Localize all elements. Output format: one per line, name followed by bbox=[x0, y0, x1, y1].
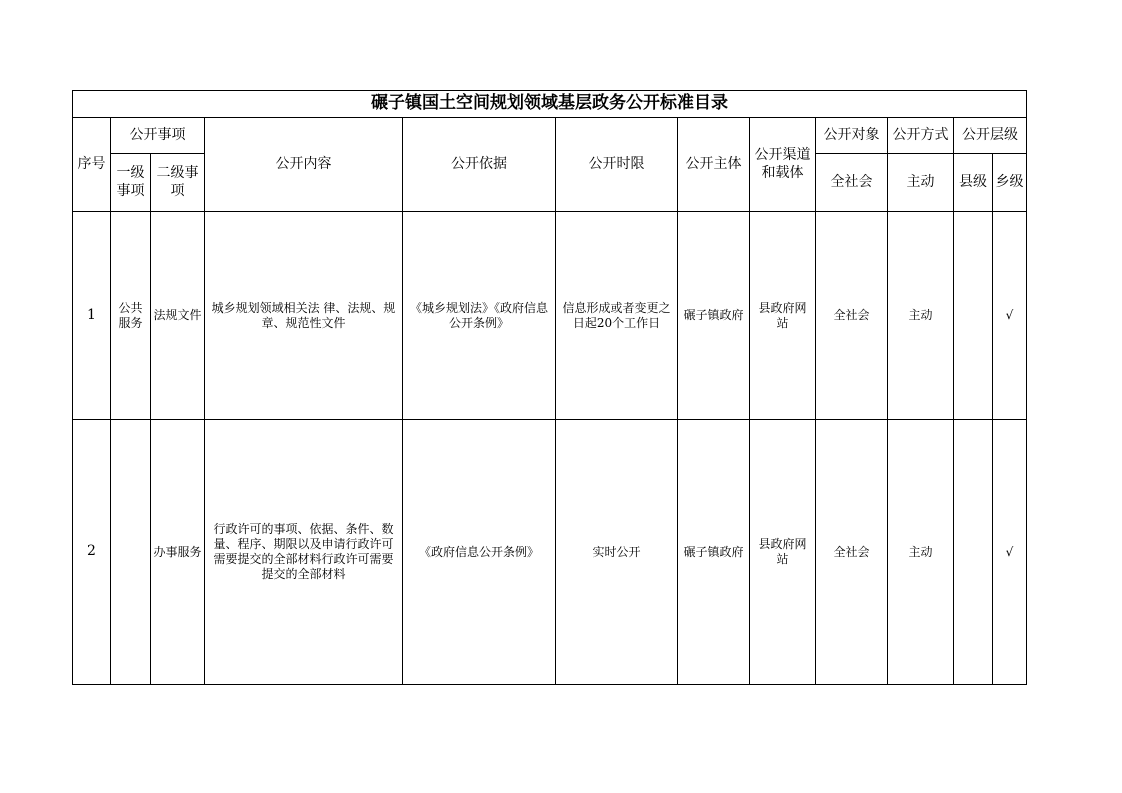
header-time-limit: 公开时限 bbox=[556, 118, 678, 212]
header-basis: 公开依据 bbox=[403, 118, 556, 212]
row-level2: 法规文件 bbox=[151, 212, 205, 420]
page-title: 碾子镇国土空间规划领域基层政务公开标准目录 bbox=[73, 91, 1027, 118]
row-level1 bbox=[111, 420, 151, 685]
header-tier: 公开层级 bbox=[954, 118, 1027, 154]
row-subject: 碾子镇政府 bbox=[678, 420, 750, 685]
row-content: 行政许可的事项、依据、条件、数量、程序、期限以及申请行政许可需要提交的全部材料行政许可需要提交的全部材料 bbox=[205, 420, 403, 685]
row-time-limit: 信息形成或者变更之日起20个工作日 bbox=[556, 212, 678, 420]
row-channel: 县政府网站 bbox=[750, 420, 816, 685]
row-target: 全社会 bbox=[816, 212, 888, 420]
header-target: 公开对象 bbox=[816, 118, 888, 154]
header-level2: 二级事项 bbox=[151, 154, 205, 212]
row-township-check: √ bbox=[993, 212, 1027, 420]
row-time-limit: 实时公开 bbox=[556, 420, 678, 685]
header-channel: 公开渠道和载体 bbox=[750, 118, 816, 212]
header-matter: 公开事项 bbox=[111, 118, 205, 154]
header-level1: 一级事项 bbox=[111, 154, 151, 212]
row-basis: 《城乡规划法》《政府信息公开条例》 bbox=[403, 212, 556, 420]
row-method: 主动 bbox=[888, 212, 954, 420]
table-row bbox=[73, 420, 1027, 685]
row-subject: 碾子镇政府 bbox=[678, 212, 750, 420]
row-county bbox=[954, 420, 993, 685]
row-level2: 办事服务 bbox=[151, 420, 205, 685]
row-basis: 《政府信息公开条例》 bbox=[403, 420, 556, 685]
header-target-sub: 全社会 bbox=[816, 154, 888, 212]
header-subject: 公开主体 bbox=[678, 118, 750, 212]
catalog-table bbox=[72, 90, 1027, 685]
header-method-sub: 主动 bbox=[888, 154, 954, 212]
header-content: 公开内容 bbox=[205, 118, 403, 212]
header-method: 公开方式 bbox=[888, 118, 954, 154]
row-seq: 1 bbox=[73, 212, 111, 420]
row-seq: 2 bbox=[73, 420, 111, 685]
row-content: 城乡规划领域相关法 律、法规、规章、规范性文件 bbox=[205, 212, 403, 420]
row-township-check: √ bbox=[993, 420, 1027, 685]
header-township: 乡级 bbox=[993, 154, 1027, 212]
row-channel: 县政府网站 bbox=[750, 212, 816, 420]
header-county: 县级 bbox=[954, 154, 993, 212]
row-target: 全社会 bbox=[816, 420, 888, 685]
table-row bbox=[73, 212, 1027, 420]
row-county bbox=[954, 212, 993, 420]
row-method: 主动 bbox=[888, 420, 954, 685]
row-level1: 公共服务 bbox=[111, 212, 151, 420]
header-seq: 序号 bbox=[73, 118, 111, 212]
